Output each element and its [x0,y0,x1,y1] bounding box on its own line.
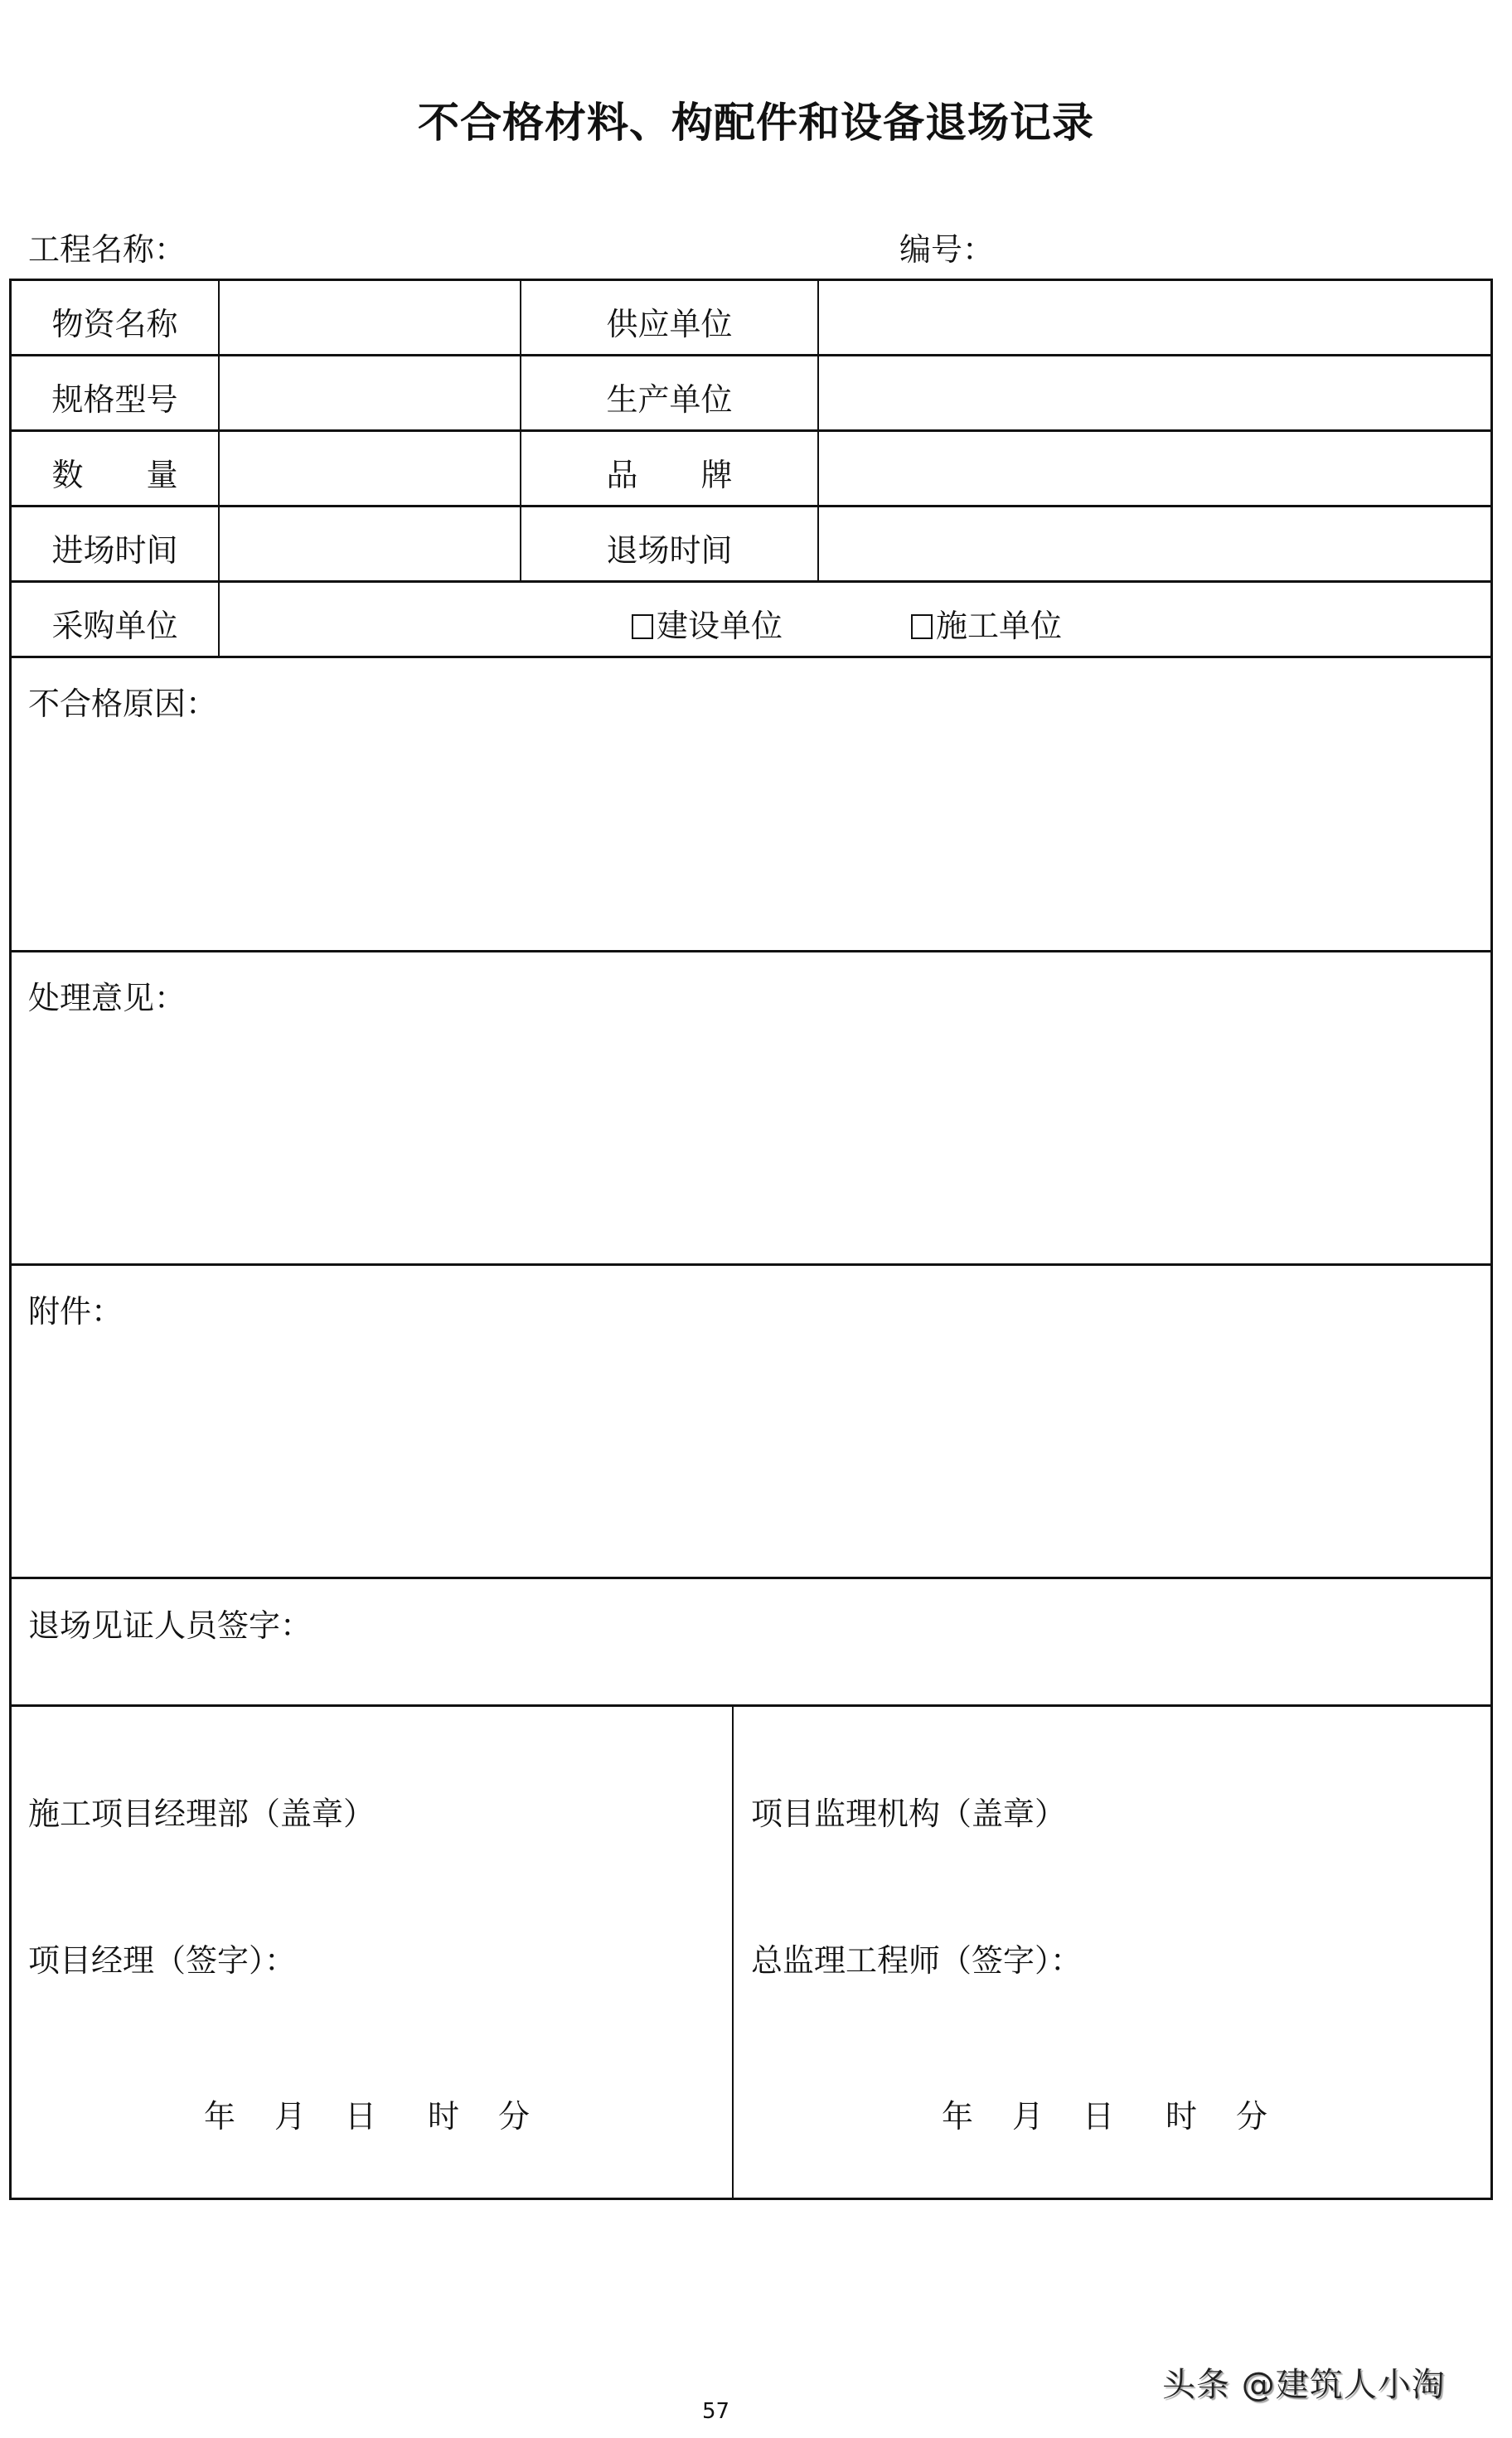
project-name-label: 工程名称： [28,231,187,268]
document-title: 不合格材料、构配件和设备退场记录 [418,99,1094,147]
option-label: 施工单位 [936,608,1063,644]
attachment-label: 附件： [28,1293,124,1330]
column-divider [218,279,220,656]
material-name-field[interactable] [220,281,519,354]
exit-time-field[interactable] [820,507,1491,580]
handling-field[interactable] [12,1024,1491,1260]
supervision-seal-label: 项目监理机构（盖章） [751,1796,1067,1832]
date-unit-month: 月 [274,2098,307,2135]
spec-model-field[interactable] [220,356,519,429]
date-unit-year: 年 [204,2098,236,2135]
brand-field[interactable] [820,432,1491,505]
label-spec-model: 规格型号 [51,381,178,418]
reason-label: 不合格原因： [28,686,218,722]
label-supplier: 供应单位 [606,306,733,342]
witness-label: 退场见证人员签字： [28,1607,313,1644]
date-unit-month: 月 [1012,2098,1044,2135]
contractor-date-row[interactable] [204,2097,530,2135]
label-purchaser: 采购单位 [51,608,178,644]
project-manager-sign-label: 项目经理（签字）： [28,1942,297,1979]
supplier-field[interactable] [820,281,1491,354]
witness-signature-field[interactable] [332,1583,1491,1701]
label-entry-time: 进场时间 [51,532,178,569]
supervision-date-row[interactable] [942,2097,1267,2135]
date-unit-year: 年 [942,2098,974,2135]
checkbox-icon[interactable] [632,614,653,639]
date-unit-day: 日 [1083,2098,1115,2135]
number-label: 编号： [899,231,995,268]
section-divider [9,1577,1493,1579]
watermark: 头条 @建筑人小淘 [1162,2366,1446,2404]
date-unit-day: 日 [345,2098,377,2135]
date-unit-minute: 分 [498,2098,531,2135]
label-exit-time: 退场时间 [606,532,733,569]
label-material-name: 物资名称 [51,306,178,342]
manufacturer-field[interactable] [820,356,1491,429]
option-label: 建设单位 [657,608,783,644]
option-contractor[interactable] [911,589,1062,664]
date-unit-hour: 时 [1166,2098,1198,2135]
date-unit-hour: 时 [428,2098,460,2135]
label-quantity: 数 量 [51,457,178,493]
chief-engineer-sign-label: 总监理工程师（签字）： [751,1942,1083,1979]
option-construction-owner[interactable] [632,589,783,664]
handling-label: 处理意见： [28,980,187,1016]
date-unit-minute: 分 [1236,2098,1268,2135]
column-divider [817,279,819,580]
signature-divider [732,1704,734,2200]
label-brand: 品 牌 [606,457,733,493]
checkbox-icon[interactable] [911,614,933,639]
page-number: 57 [702,2399,730,2424]
entry-time-field[interactable] [220,507,519,580]
attachment-field[interactable] [12,1337,1491,1573]
quantity-field[interactable] [220,432,519,505]
label-manufacturer: 生产单位 [606,381,733,418]
section-divider [9,950,1493,952]
reason-field[interactable] [12,729,1491,947]
contractor-dept-seal-label: 施工项目经理部（盖章） [28,1796,376,1832]
section-divider [9,1263,1493,1266]
section-divider [9,1704,1493,1707]
